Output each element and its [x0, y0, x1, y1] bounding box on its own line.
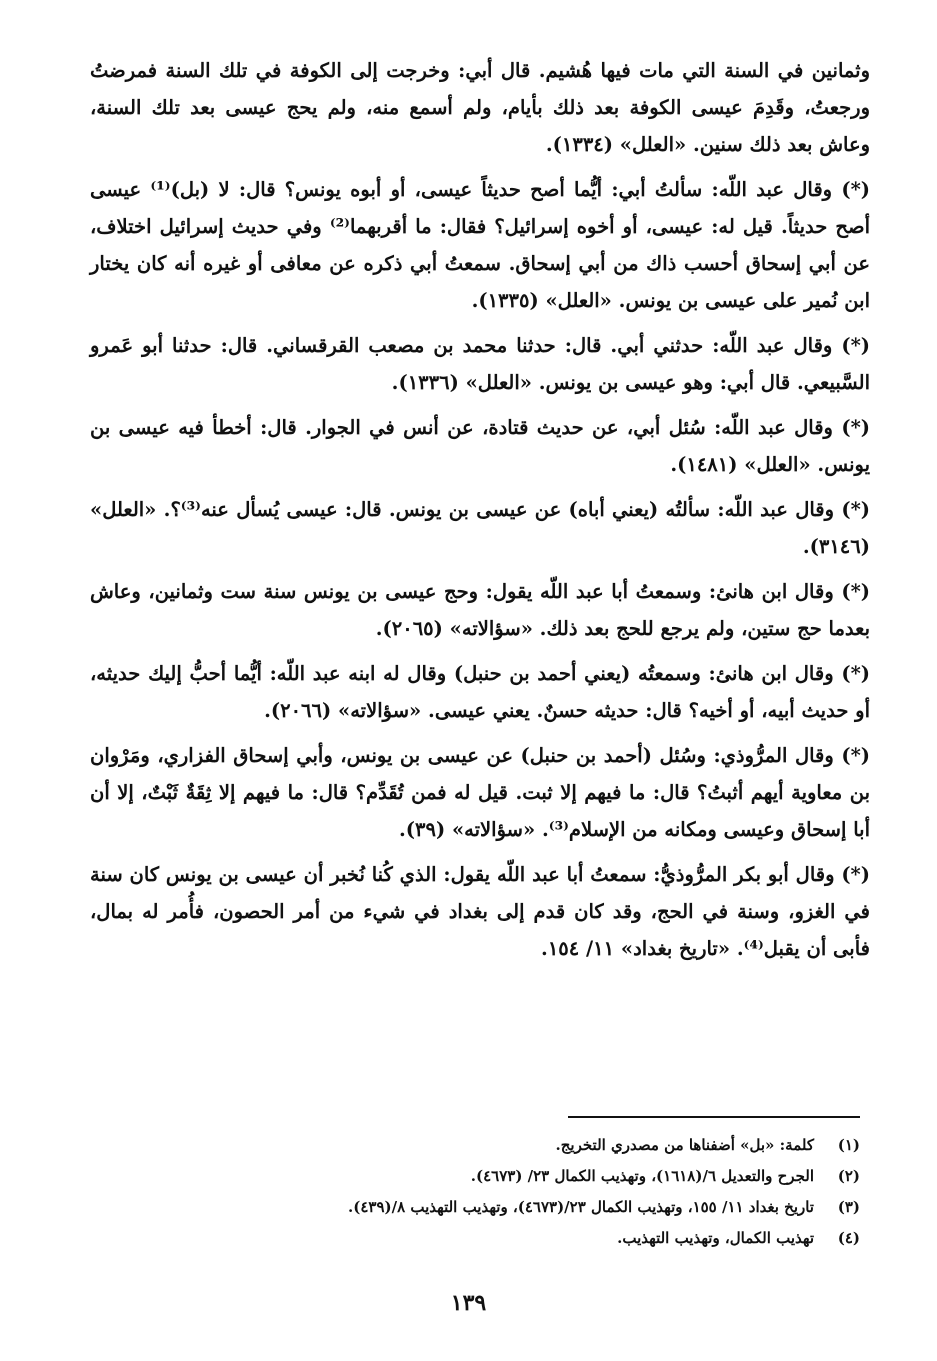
footnote-text: الجرح والتعديل ٦/(١٦١٨)، وتهذيب الكمال ٢٣/ (٤٦٧٣).: [470, 1167, 814, 1185]
footnote-2: [90, 1161, 860, 1192]
footnote-text: تهذيب الكمال، وتهذيب التهذيب.: [617, 1229, 814, 1247]
paragraph-7: (*) وقال ابن هانئ: وسمعتُه (يعني أحمد بن حنبل) وقال له ابنه عبد اللّه: أيُّما أحبُّ إليك حديثه، أو حديث أبيه، أو أخيه؟ قال: حديثه حسنٌ. يعني عيسى. «سؤالاته» (٢٠٦٦).: [90, 662, 870, 722]
footnote-number: (٢): [837, 1167, 860, 1185]
paragraph-2: (*) وقال عبد اللّه: سألتُ أبي: أيُّما أصح حديثاً عيسى، أو أبوه يونس؟ قال: لا (بل)⁽¹⁾ عيسى أصح حديثاً. قيل له: عيسى، أو أخوه إسرائيل؟ فقال: ما أقربهما⁽²⁾ وفي حديث إسرائيل اختلاف، عن أبي إسحاق أحسب ذاك من أبي إسحاق. سمعتُ أبي ذكره عن معافى أو غيره أنه كان يختار ابن نُمير على عيسى بن يونس. «العلل» (١٣٣٥).: [90, 178, 871, 312]
main-text: [90, 52, 870, 975]
paragraph-8: (*) وقال المرُّوذي: وسُئل (أحمد بن حنبل) عن عيسى بن يونس، وأبي إسحاق الفزاري، ومَرْوان بن معاوية أيهم أثبتُ؟ قال: ما فيهم إلا ثبت. قيل له فمن تُقَدِّم؟ قال: ما فيهم إلا ثِقَةٌ ثَبْتٌ، إلا أن أبا إسحاق وعيسى ومكانه من الإسلام⁽³⁾. «سؤالاته» (٣٩).: [90, 744, 870, 841]
separator-line: [568, 1116, 860, 1118]
paragraph-9: (*) وقال أبو بكر المرُّوذيُّ: سمعتُ أبا عبد اللّه يقول: الذي كُنا نُخبر أن عيسى بن يونس كان سنة في الغزو، وسنة في الحج، وقد كان قدم إلى بغداد في شيء من أمر الحصون، فأُمر له بمال، فأبى أن يقبل⁽⁴⁾. «تاريخ بغداد» ١١/ ١٥٤.: [90, 863, 870, 960]
footnote-text: كلمة: «بل» أضفناها من مصدري التخريج.: [555, 1136, 814, 1154]
footnote-4: [90, 1223, 860, 1254]
paragraph-1: وثمانين في السنة التي مات فيها هُشيم. قال أبي: وخرجت إلى الكوفة في تلك السنة فمرضتُ ورجعتُ، وقَدِمَ عيسى الكوفة بعد ذلك بأيام، ولم أسمع منه، ولم يحج عيسى بعد تلك السنة، وعاش بعد ذلك سنين. «العلل» (١٣٣٤).: [90, 59, 870, 156]
footnote-3: [90, 1192, 860, 1223]
footnote-text: تاريخ بغداد ١١/ ١٥٥، وتهذيب الكمال ٢٣/(٤٦٧٣)، وتهذيب التهذيب ٨/(٤٣٩).: [348, 1198, 814, 1216]
paragraph-3: (*) وقال عبد اللّه: حدثني أبي. قال: حدثنا محمد بن مصعب القرقساني. قال: حدثنا أبو عَمرو السَّبيعي. قال أبي: وهو عيسى بن يونس. «العلل» (١٣٣٦).: [90, 334, 870, 394]
footnote-number: (٤): [837, 1229, 860, 1247]
footnote-number: (١): [837, 1136, 860, 1154]
page-number: ١٣٩: [450, 1290, 487, 1316]
footnotes: [90, 1130, 860, 1254]
footnote-1: [90, 1130, 860, 1161]
paragraph-4: (*) وقال عبد اللّه: سُئل أبي، عن حديث قتادة، عن أنس في الجوار. قال: أخطأ فيه عيسى بن يونس. «العلل» (١٤٨١).: [90, 416, 870, 476]
paragraph-5: (*) وقال عبد اللّه: سألتُه (يعني أباه) عن عيسى بن يونس. قال: عيسى يُسأل عنه⁽³⁾؟. «العلل» (٣١٤٦).: [90, 498, 870, 558]
footnote-number: (٣): [837, 1198, 860, 1216]
paragraph-6: (*) وقال ابن هانئ: وسمعتُ أبا عبد اللّه يقول: وحج عيسى بن يونس سنة ست وثمانين، وعاش بعدما حج ستين، ولم يرجع للحج بعد ذلك. «سؤالاته» (٢٠٦٥).: [90, 580, 870, 640]
